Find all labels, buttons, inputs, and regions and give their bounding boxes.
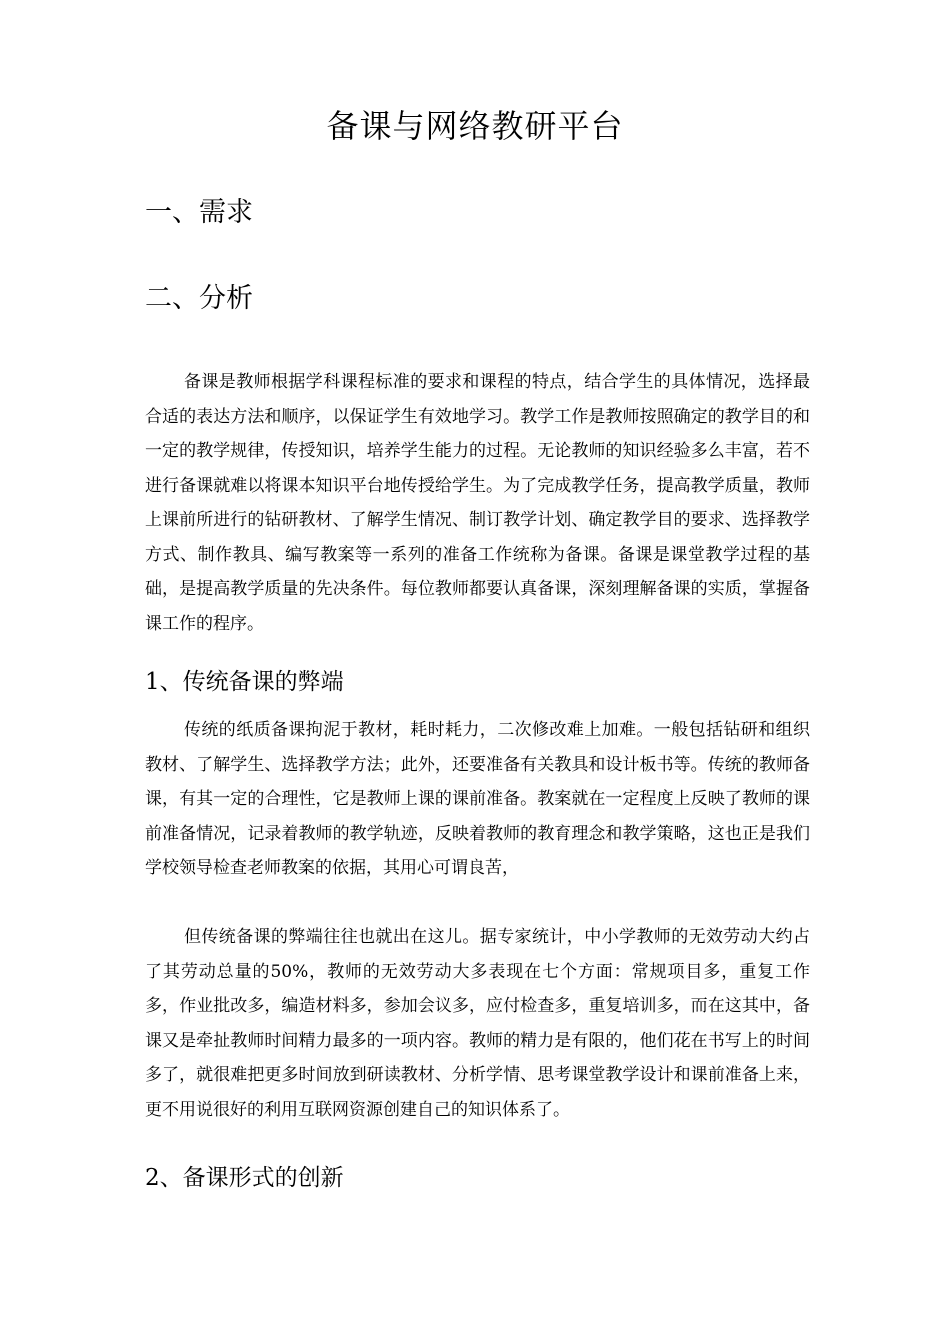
traditional-drawbacks-paragraph-2: 但传统备课的弊端往往也就出在这儿。据专家统计，中小学教师的无效劳动大约占了其劳动总量的50%，教师的无效劳动大多表现在七个方面：常规项目多，重复工作多，作业批改多，编造材料多，参加会议多，应付检查多，重复培训多，而在这其中，备课又是牵扯教师时间精力最多的一项内容。教师的精力是有限的，他们花在书写上的时间多了，就很难把更多时间放到研读教材、分析学情、思考课堂教学设计和课前准备上来，更不用说很好的利用互联网资源创建自己的知识体系了。 — [145, 927, 810, 1120]
section-heading-analysis: 二、分析 — [145, 283, 253, 314]
traditional-drawbacks-paragraph-1: 传统的纸质备课拘泥于教材，耗时耗力，二次修改难上加难。一般包括钻研和组织教材、了解学生、选择教学方法；此外，还要准备有关教具和设计板书等。传统的教师备课，有其一定的合理性，它是教师上课的课前准备。教案就在一定程度上反映了教师的课前准备情况，记录着教师的教学轨迹，反映着教师的教育理念和教学策略，这也正是我们学校领导检查老师教案的依据，其用心可谓良苦， — [145, 720, 810, 878]
subsection-heading-innovation: 2、备课形式的创新 — [145, 1165, 344, 1191]
document-title: 备课与网络教研平台 — [326, 107, 624, 145]
section-heading-requirements: 一、需求 — [145, 197, 253, 228]
intro-paragraph: 备课是教师根据学科课程标准的要求和课程的特点，结合学生的具体情况，选择最合适的表达方法和顺序，以保证学生有效地学习。教学工作是教师按照确定的教学目的和一定的教学规律，传授知识，培养学生能力的过程。无论教师的知识经验多么丰富，若不进行备课就难以将课本知识平台地传授给学生。为了完成教学任务，提高教学质量，教师上课前所进行的钻研教材、了解学生情况、制订教学计划、确定教学目的要求、选择教学方式、制作教具、编写教案等一系列的准备工作统称为备课。备课是课堂教学过程的基础，是提高教学质量的先决条件。每位教师都要认真备课，深刻理解备课的实质，掌握备课工作的程序。 — [145, 372, 810, 634]
subsection-heading-traditional-drawbacks: 1、传统备课的弊端 — [145, 669, 344, 695]
